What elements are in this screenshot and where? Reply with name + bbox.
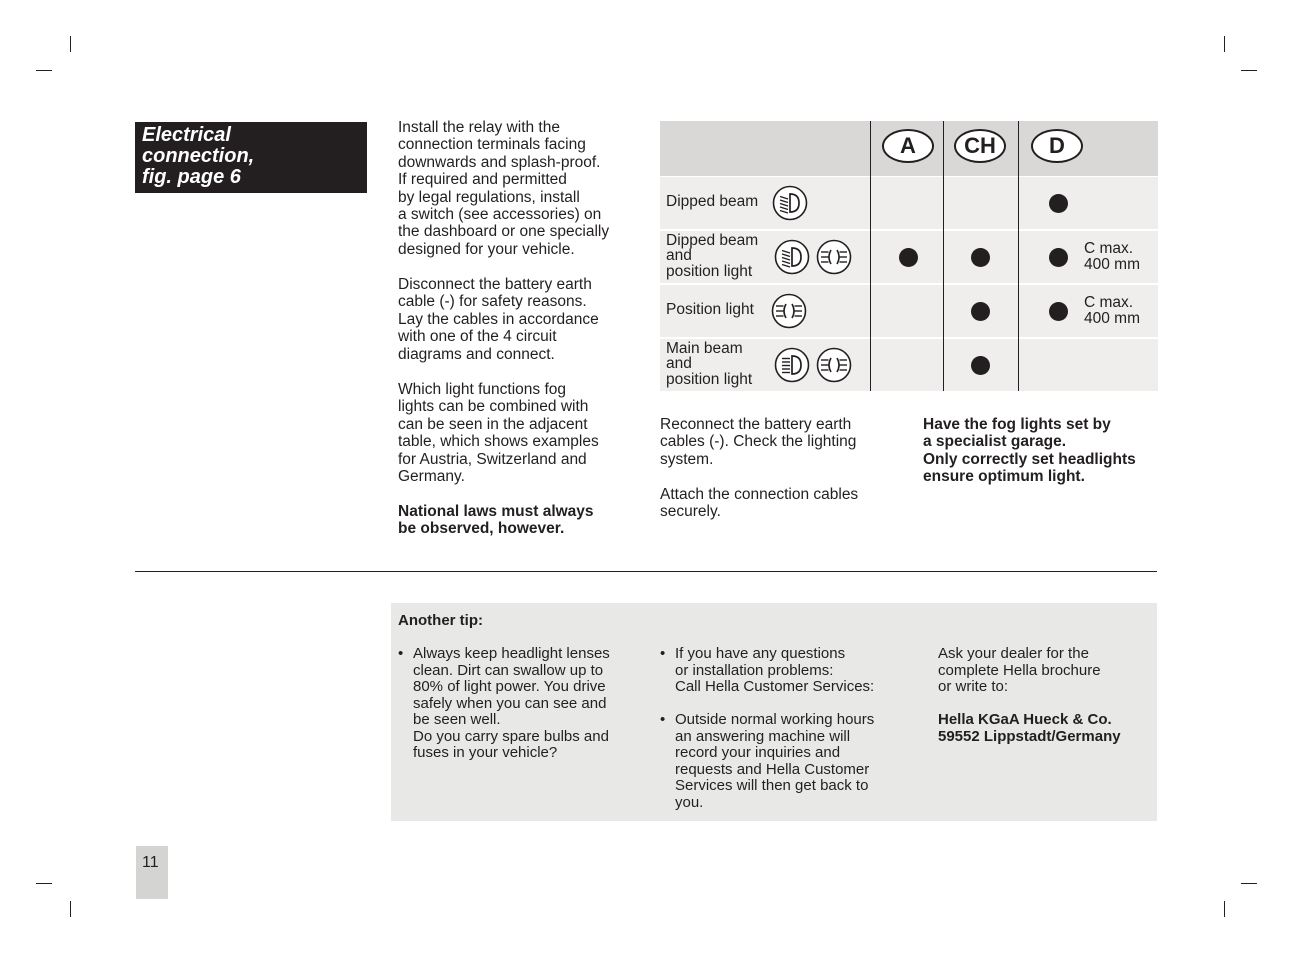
text-line: National laws must always xyxy=(398,503,594,520)
crop-mark xyxy=(70,36,71,52)
text-line: be seen well. xyxy=(413,711,501,728)
distance-note-line: C max. xyxy=(1084,240,1134,257)
text-line: Do you carry spare bulbs and xyxy=(413,727,609,745)
text-line: Disconnect the battery earth xyxy=(398,276,592,293)
text-line: you. xyxy=(675,793,704,811)
text-line: system. xyxy=(660,450,714,468)
country-austria-badge: A xyxy=(882,129,934,163)
row-label-line: position light xyxy=(666,370,753,388)
hella-address xyxy=(938,712,1121,745)
text-line: cables (-). Check the lighting xyxy=(660,433,857,451)
text-line: safely when you can see and xyxy=(413,694,607,712)
column-divider xyxy=(943,121,944,391)
row-label xyxy=(666,341,752,388)
distance-note-line: 400 mm xyxy=(1084,256,1140,273)
crop-mark xyxy=(1241,70,1257,71)
text-line: lights can be combined with xyxy=(398,398,589,416)
text-line: downwards and splash-proof. xyxy=(398,153,601,171)
text-line: If you have any questions xyxy=(675,645,846,662)
row-label-line: and xyxy=(666,247,692,265)
text-line: by legal regulations, install xyxy=(398,188,580,206)
text-line: connection terminals facing xyxy=(398,136,586,154)
permitted-mark-ch xyxy=(971,302,990,321)
text-line: ensure optimum light. xyxy=(923,468,1085,486)
bullet: • xyxy=(398,645,404,662)
tip-customer-services-text xyxy=(675,646,874,696)
tip-answering-machine-text xyxy=(675,712,874,811)
section-heading-line: Electrical xyxy=(142,124,231,146)
text-line: diagrams and connect. xyxy=(398,345,555,363)
text-line: Ask your dealer for the xyxy=(938,645,1089,662)
row-label-line: and xyxy=(666,355,692,373)
tip-lenses-text xyxy=(413,646,610,762)
permitted-mark-d xyxy=(1049,248,1068,267)
text-line: or write to: xyxy=(938,678,1009,695)
specialist-garage-note xyxy=(923,416,1136,486)
text-line: for Austria, Switzerland and xyxy=(398,450,587,468)
row-label-line: Position light xyxy=(666,301,754,319)
fog-light-combination-table xyxy=(660,121,1158,391)
distance-note xyxy=(1084,241,1140,273)
dipped-beam-icon xyxy=(772,185,808,226)
text-line: Germany. xyxy=(398,468,465,486)
distance-note xyxy=(1084,295,1140,327)
text-line: record your inquiries and xyxy=(675,744,841,761)
crop-mark xyxy=(36,70,52,71)
position-light-icon xyxy=(771,293,807,334)
country-switzerland-badge: CH xyxy=(954,129,1006,163)
tip-box xyxy=(391,603,1157,821)
text-line: Services will then get back to xyxy=(675,777,869,794)
battery-instructions xyxy=(398,276,599,363)
text-line: designed for your vehicle. xyxy=(398,240,575,258)
crop-mark xyxy=(1241,883,1257,884)
text-line: Attach the connection cables xyxy=(660,486,859,503)
permitted-mark-a xyxy=(899,248,918,267)
divider-line xyxy=(135,571,1157,572)
text-line: Have the fog lights set by xyxy=(923,416,1111,433)
bullet: • xyxy=(660,645,666,662)
national-laws-note xyxy=(398,503,594,538)
text-line: requests and Hella Customer xyxy=(675,760,870,778)
position-light-icon xyxy=(816,347,852,388)
text-line: Install the relay with the xyxy=(398,119,560,136)
text-line: be observed, however. xyxy=(398,520,565,538)
distance-note-line: 400 mm xyxy=(1084,310,1140,327)
text-line: 59552 Lippstadt/Germany xyxy=(938,727,1121,745)
bullet: • xyxy=(660,711,666,728)
row-label-line: Main beam xyxy=(666,339,743,357)
text-line: If required and permitted xyxy=(398,171,567,189)
crop-mark xyxy=(36,883,52,884)
column-divider xyxy=(870,121,871,391)
crop-mark xyxy=(1224,901,1225,917)
text-line: table, which shows examples xyxy=(398,433,599,451)
main-beam-icon xyxy=(774,347,810,388)
text-line: Outside normal working hours xyxy=(675,711,875,728)
reconnect-instructions xyxy=(660,416,856,468)
text-line: Always keep headlight lenses xyxy=(413,645,610,662)
crop-mark xyxy=(70,901,71,917)
attach-cables-instructions xyxy=(660,486,858,521)
tip-brochure-text xyxy=(938,646,1101,696)
text-line: can be seen in the adjacent xyxy=(398,415,588,433)
section-heading-line: fig. page 6 xyxy=(142,166,241,188)
row-label-line: Dipped beam xyxy=(666,193,759,211)
install-instructions xyxy=(398,119,609,258)
row-label xyxy=(666,302,754,318)
text-line: Reconnect the battery earth xyxy=(660,416,852,433)
permitted-mark-d xyxy=(1049,302,1068,321)
permitted-mark-ch xyxy=(971,356,990,375)
row-label-line: position light xyxy=(666,262,753,280)
text-line: Call Hella Customer Services: xyxy=(675,678,875,695)
row-label-line: Dipped beam xyxy=(666,231,759,249)
text-line: an answering machine will xyxy=(675,727,851,745)
dipped-beam-icon xyxy=(774,239,810,280)
country-germany-badge: D xyxy=(1031,129,1083,163)
page-number: 11 xyxy=(136,846,168,899)
section-heading xyxy=(135,122,367,193)
distance-note-line: C max. xyxy=(1084,294,1134,311)
text-line: a switch (see accessories) on xyxy=(398,206,602,224)
text-line: or installation problems: xyxy=(675,661,834,679)
text-line: the dashboard or one specially xyxy=(398,223,610,241)
column-divider xyxy=(1018,121,1019,391)
row-label xyxy=(666,194,758,210)
text-line: Hella KGaA Hueck & Co. xyxy=(938,711,1112,728)
text-line: securely. xyxy=(660,503,721,521)
crop-mark xyxy=(1224,36,1225,52)
permitted-mark-d xyxy=(1049,194,1068,213)
text-line: cable (-) for safety reasons. xyxy=(398,293,587,311)
section-heading-line: connection, xyxy=(142,145,255,167)
text-line: complete Hella brochure xyxy=(938,661,1101,679)
text-line: a specialist garage. xyxy=(923,433,1067,451)
text-line: with one of the 4 circuit xyxy=(398,328,557,346)
tip-title: Another tip: xyxy=(398,612,483,629)
text-line: fuses in your vehicle? xyxy=(413,744,558,761)
permitted-mark-ch xyxy=(971,248,990,267)
text-line: clean. Dirt can swallow up to xyxy=(413,661,604,679)
text-line: 80% of light power. You drive xyxy=(413,678,606,695)
position-light-icon xyxy=(816,239,852,280)
text-line: Lay the cables in accordance xyxy=(398,310,599,328)
text-line: Which light functions fog xyxy=(398,381,567,398)
row-label xyxy=(666,233,758,280)
light-functions-text xyxy=(398,381,599,485)
text-line: Only correctly set headlights xyxy=(923,450,1136,468)
